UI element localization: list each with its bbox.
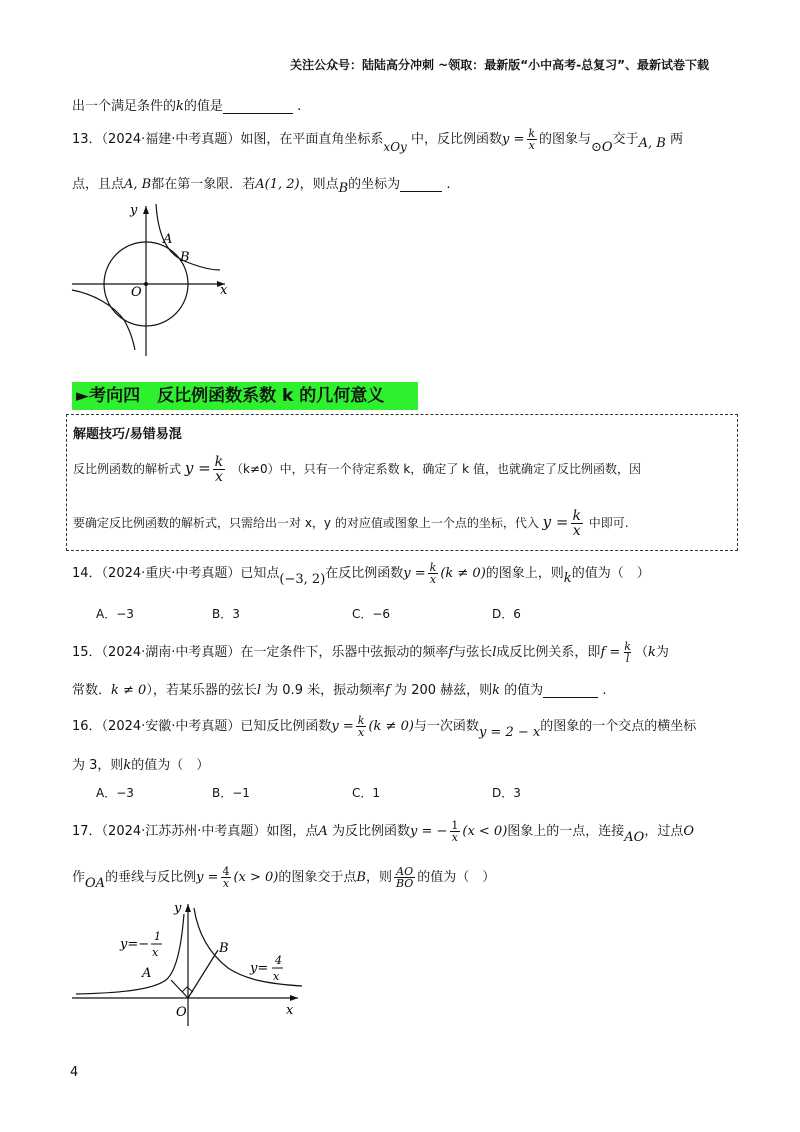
q17-text: 的图象交于点 [278, 870, 357, 885]
q13-xoy: xOy [383, 140, 407, 154]
q13-y-eq: y = [501, 132, 525, 147]
fig13-y-label: y [130, 203, 138, 218]
q16-number: 16． [72, 719, 102, 734]
q17-ratio-num: AO [396, 865, 414, 878]
q17-source: （2024·江苏苏州·中考真题） [101, 824, 267, 839]
q16-text: 已知反比例函数 [240, 719, 332, 734]
q14-option-a[interactable]: A．−3 [96, 607, 134, 621]
q17-frac-num2: 4 [222, 865, 230, 878]
tips-frac-num: k [214, 454, 224, 470]
q17-condition: (x < 0) [462, 824, 508, 839]
tips-line-2 [73, 509, 629, 538]
q15-source: （2024·湖南·中考真题） [101, 645, 241, 660]
q17-text: 作 [72, 870, 86, 885]
q15-text: 的值为 [504, 683, 544, 698]
q14-frac-den: x [429, 573, 437, 586]
tips-text: 中即可. [588, 516, 629, 530]
q15-k-condition: k ≠ 0 [111, 683, 147, 698]
q17-number: 17． [72, 824, 102, 839]
q15-line2 [72, 679, 606, 698]
q15-frac-num: k [624, 640, 631, 653]
q16-line1 [72, 715, 696, 738]
q15-text: 为 0.9 米，振动频率 [265, 683, 386, 698]
q14-text: 在反比例函数 [325, 566, 404, 581]
q12-text-b: 的值是 [183, 99, 223, 114]
fig17-right-eq: y= [250, 961, 269, 976]
q12-answer-blank[interactable] [223, 113, 293, 114]
q16-option-b[interactable]: B．−1 [212, 786, 250, 800]
q15-text: 常数． [72, 683, 112, 698]
q13-text: 两 [669, 132, 683, 147]
q17-y-eq: y = − [409, 824, 448, 839]
figure-17 [70, 898, 310, 1030]
q16-line2 [72, 754, 209, 773]
q16-frac-den: x [358, 726, 365, 739]
q13-text: 交于 [612, 132, 639, 147]
q14-text: 已知点 [240, 566, 280, 581]
fig17-y-label: y [174, 901, 182, 916]
fig17-left-den: x [152, 946, 159, 959]
q14-text: 的值为（ ） [571, 566, 650, 581]
q16-option-d[interactable]: D．3 [492, 786, 521, 800]
q15-text: 与弦长 [453, 645, 493, 660]
q15-text: 在一定条件下，乐器中弦振动的频率 [240, 645, 449, 660]
q15-text: 为 200 赫兹，则 [394, 683, 493, 698]
q15-k: k [647, 645, 656, 660]
q17-frac-num: 1 [451, 819, 459, 832]
q15-l: l [492, 645, 497, 660]
q17-frac-den: x [451, 831, 458, 844]
hyperbola-right [194, 908, 302, 986]
q16-text: 的图象的一个交点的横坐标 [540, 719, 697, 734]
tips-text: （k≠0）中，只有一个待定系数 k，确定了 k 值，也就确定了反比例函数，因 [230, 462, 641, 476]
q14-k: k [563, 571, 572, 586]
q12-tail [72, 95, 301, 114]
section-title: ►考向四 反比例函数系数 k 的几何意义 [72, 382, 418, 410]
q17-frac-den2: x [222, 877, 230, 890]
tips-frac-num: k [572, 508, 581, 524]
q15-end: . [602, 683, 607, 698]
tips-text: 要确定反比例函数的解析式，只需给出一对 x，y 的对应值或图象上一个点的坐标，代入 [73, 516, 539, 530]
q14-option-c[interactable]: C．−6 [352, 607, 391, 621]
q14-text: 的图象上，则 [485, 566, 564, 581]
q17-ratio-den: BO [395, 877, 414, 890]
q17-line1 [72, 820, 694, 843]
q16-text: 与一次函数 [413, 719, 479, 734]
q13-answer-blank[interactable] [400, 191, 442, 192]
tips-box [66, 414, 738, 551]
q16-text: 的值为（ ） [131, 758, 210, 773]
q14-condition: (k ≠ 0) [440, 566, 486, 581]
q13-line2 [72, 173, 451, 196]
q14-frac-num: k [429, 561, 437, 574]
q15-l: l [256, 683, 262, 698]
q15-text: ），若某乐器的弦长 [146, 683, 257, 698]
fig17-point-b-label: B [219, 941, 229, 956]
q13-line1 [72, 127, 683, 155]
q13-text: 的图象与 [539, 132, 592, 147]
q12-end: . [297, 99, 302, 114]
tips-heading: 解题技巧/易错易混 [73, 427, 182, 442]
q16-linear: y = 2 − x [478, 725, 541, 740]
q16-source: （2024·安徽·中考真题） [101, 719, 241, 734]
q15-frac-den: l [625, 652, 630, 665]
q16-y-eq: y = [331, 719, 354, 734]
fig13-origin-label: O [131, 285, 142, 300]
q16-option-a[interactable]: A．−3 [96, 786, 134, 800]
q13-ab: A, B [638, 136, 666, 151]
fig17-left-num: 1 [154, 930, 161, 943]
q16-k: k [123, 758, 132, 773]
q16-frac-num: k [357, 714, 365, 727]
q17-text: 图象上的一点，连接 [507, 824, 625, 839]
hyperbola-left [76, 914, 184, 994]
q14-point: (−3, 2) [279, 572, 326, 587]
fig17-x-label: x [286, 1003, 294, 1018]
q14-line1 [72, 562, 650, 585]
q13-circle: ⊙O [591, 140, 613, 155]
q13-text: 都在第一象限．若 [151, 177, 256, 192]
tips-frac-den: x [572, 523, 581, 539]
q15-text: 成反比例关系，即 [496, 645, 601, 660]
q13-frac-den: x [528, 139, 535, 152]
q14-option-d[interactable]: D．6 [492, 607, 521, 621]
q17-b: B [356, 870, 366, 885]
q15-f: f [448, 645, 454, 660]
q13-text: 如图，在平面直角坐标系 [240, 132, 384, 147]
tips-line-1 [73, 455, 641, 484]
fig17-right-num: 4 [275, 954, 282, 967]
page-number: 4 [70, 1065, 79, 1080]
q13-point-a: A(1, 2) [255, 177, 300, 192]
q15-f: f [385, 683, 390, 698]
q13-ab2: A, B [124, 177, 152, 192]
q17-y-eq2: y = [196, 870, 219, 885]
q17-text: 的垂线与反比例 [105, 870, 197, 885]
q16-option-c[interactable]: C．1 [352, 786, 381, 800]
tips-y-eq: y = [542, 513, 569, 531]
q12-text: 出一个满足条件的 [72, 99, 177, 114]
q17-ao: AO [624, 830, 645, 845]
q14-y-eq: y = [403, 566, 426, 581]
segment-ob [188, 950, 218, 998]
q15-number: 15． [72, 645, 102, 660]
header-note: 关注公众号：陆陆高分冲刺 ~领取：最新版“小中高考-总复习”、最新试卷下载 [290, 58, 709, 72]
q13-b: B [338, 181, 349, 196]
q13-text: 中，反比例函数 [410, 132, 502, 147]
q15-k: k [492, 683, 501, 698]
q17-oa: OA [85, 876, 106, 891]
q17-a: A [318, 824, 328, 839]
q17-text: ，过点 [644, 824, 684, 839]
q13-frac-num: k [528, 127, 536, 140]
q13-text: 的坐标为 [348, 177, 401, 192]
q17-text: ，则 [365, 870, 392, 885]
q15-text: 为 [655, 645, 669, 660]
q17-line2 [72, 866, 495, 889]
q13-number: 13． [72, 132, 102, 147]
fig17-point-a-label: A [142, 966, 152, 981]
q17-text: 为反比例函数 [331, 824, 410, 839]
fig13-point-a-label: A [163, 232, 173, 247]
tips-y-eq: y = [184, 459, 211, 477]
fig13-x-label: x [220, 283, 228, 298]
q15-line1 [72, 641, 669, 664]
q16-text: 为 3，则 [72, 758, 124, 773]
q13-source: （2024·福建·中考真题） [101, 132, 241, 147]
tips-text: 反比例函数的解析式 [73, 462, 182, 476]
q14-number: 14． [72, 566, 102, 581]
q13-text: 点，且点 [72, 177, 125, 192]
q17-o: O [683, 824, 695, 839]
q13-text: ，则点 [299, 177, 339, 192]
figure-13 [70, 198, 240, 358]
q15-text: （ [634, 645, 648, 660]
tips-frac-den: x [214, 469, 223, 485]
q14-source: （2024·重庆·中考真题） [101, 566, 241, 581]
q15-f-eq: f = [600, 645, 621, 660]
q13-end: . [446, 177, 451, 192]
fig13-point-b-label: B [180, 250, 190, 265]
q15-answer-blank[interactable] [543, 697, 598, 698]
q17-condition2: (x > 0) [233, 870, 279, 885]
q17-text: 的值为（ ） [417, 870, 496, 885]
q16-condition: (k ≠ 0) [368, 719, 414, 734]
q17-text: 如图，点 [266, 824, 319, 839]
q14-option-b[interactable]: B．3 [212, 607, 240, 621]
fig17-left-eq: y=− [120, 937, 150, 952]
fig17-origin-label: O [176, 1005, 187, 1020]
fig17-right-den: x [273, 970, 280, 983]
q12-k: k [176, 99, 184, 114]
